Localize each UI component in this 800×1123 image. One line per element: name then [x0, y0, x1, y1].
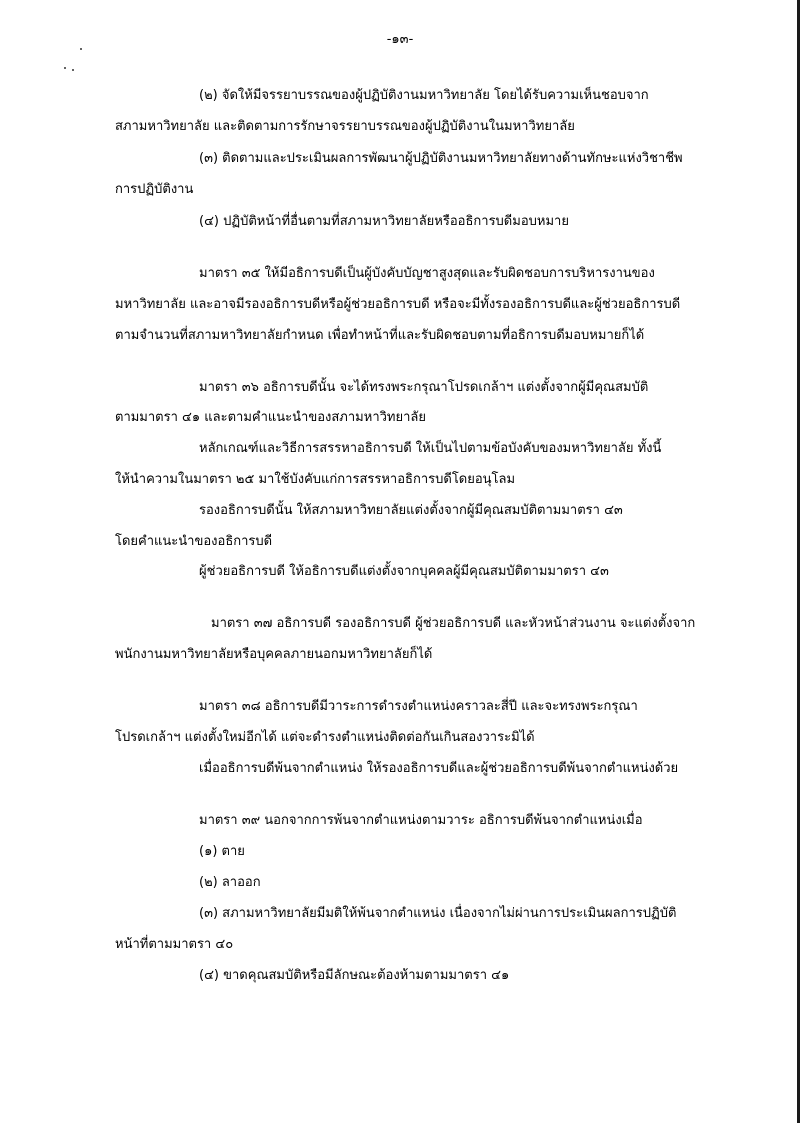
text-line: สภามหาวิทยาลัย และติดตามการรักษาจรรยาบรรณของผู้ปฏิบัติงานในมหาวิทยาลัย — [115, 119, 575, 134]
text-line: ตามมาตรา ๔๑ และตามคำแนะนำของสภามหาวิทยาลัย — [115, 410, 426, 425]
text-line: ผู้ช่วยอธิการบดี ให้อธิการบดีแต่งตั้งจากบุคคลผู้มีคุณสมบัติตามมาตรา ๔๓ — [199, 564, 609, 579]
text-line: (๒) จัดให้มีจรรยาบรรณของผู้ปฏิบัติงานมหาวิทยาลัย โดยได้รับความเห็นชอบจาก — [199, 88, 649, 103]
scan-speck — [72, 69, 74, 71]
text-line: มหาวิทยาลัย และอาจมีรองอธิการบดีหรือผู้ช่วยอธิการบดี หรือจะมีทั้งรองอธิการบดีและผู้ช่วยอธิการบดี — [115, 297, 681, 312]
text-line: มาตรา ๓๘ อธิการบดีมีวาระการดำรงตำแหน่งคราวละสี่ปี และจะทรงพระกรุณา — [199, 699, 638, 714]
text-line: โดยคำแนะนำของอธิการบดี — [115, 534, 273, 549]
text-line: (๑) ตาย — [199, 844, 245, 859]
scan-speck — [80, 48, 82, 50]
text-line: (๓) ติดตามและประเมินผลการพัฒนาผู้ปฏิบัติงานมหาวิทยาลัยทางด้านทักษะแห่งวิชาชีพ — [199, 151, 683, 166]
text-line: การปฏิบัติงาน — [115, 182, 194, 197]
text-line: มาตรา ๓๙ นอกจากการพ้นจากตำแหน่งตามวาระ อธิการบดีพ้นจากตำแหน่งเมื่อ — [199, 813, 643, 828]
text-line: หลักเกณฑ์และวิธีการสรรหาอธิการบดี ให้เป็นไปตามข้อบังคับของมหาวิทยาลัย ทั้งนี้ — [199, 441, 662, 456]
scan-speck — [64, 67, 66, 69]
text-line: (๓) สภามหาวิทยาลัยมีมติให้พ้นจากตำแหน่ง เนื่องจากไม่ผ่านการประเมินผลการปฏิบัติ — [199, 906, 677, 921]
text-line: (๔) ขาดคุณสมบัติหรือมีลักษณะต้องห้ามตามมาตรา ๔๑ — [199, 968, 510, 983]
text-line: เมื่ออธิการบดีพ้นจากตำแหน่ง ให้รองอธิการบดีและผู้ช่วยอธิการบดีพ้นจากตำแหน่งด้วย — [199, 761, 679, 776]
text-line: มาตรา ๓๗ อธิการบดี รองอธิการบดี ผู้ช่วยอธิการบดี และหัวหน้าส่วนงาน จะแต่งตั้งจาก — [211, 616, 696, 631]
page-number: -๑๓- — [386, 32, 414, 47]
text-line: ตามจำนวนที่สภามหาวิทยาลัยกำหนด เพื่อทำหน้าที่และรับผิดชอบตามที่อธิการบดีมอบหมายก็ได้ — [115, 328, 645, 343]
text-line: มาตรา ๓๖ อธิการบดีนั้น จะได้ทรงพระกรุณาโปรดเกล้าฯ แต่งตั้งจากผู้มีคุณสมบัติ — [199, 380, 649, 395]
text-line: (๒) ลาออก — [199, 875, 261, 890]
text-line: รองอธิการบดีนั้น ให้สภามหาวิทยาลัยแต่งตั้งจากผู้มีคุณสมบัติตามมาตรา ๔๓ — [199, 503, 623, 518]
text-line: มาตรา ๓๕ ให้มีอธิการบดีเป็นผู้บังคับบัญชาสูงสุดและรับผิดชอบการบริหารงานของ — [199, 266, 655, 281]
text-line: หน้าที่ตามมาตรา ๔๐ — [115, 937, 234, 952]
text-line: (๔) ปฏิบัติหน้าที่อื่นตามที่สภามหาวิทยาลัยหรืออธิการบดีมอบหมาย — [199, 214, 569, 229]
text-line: พนักงานมหาวิทยาลัยหรือบุคคลภายนอกมหาวิทยาลัยก็ได้ — [115, 647, 433, 662]
text-line: โปรดเกล้าฯ แต่งตั้งใหม่อีกได้ แต่จะดำรงตำแหน่งติดต่อกันเกินสองวาระมิได้ — [115, 730, 535, 745]
text-line: ให้นำความในมาตรา ๒๕ มาใช้บังคับแก่การสรรหาอธิการบดีโดยอนุโลม — [115, 472, 516, 487]
